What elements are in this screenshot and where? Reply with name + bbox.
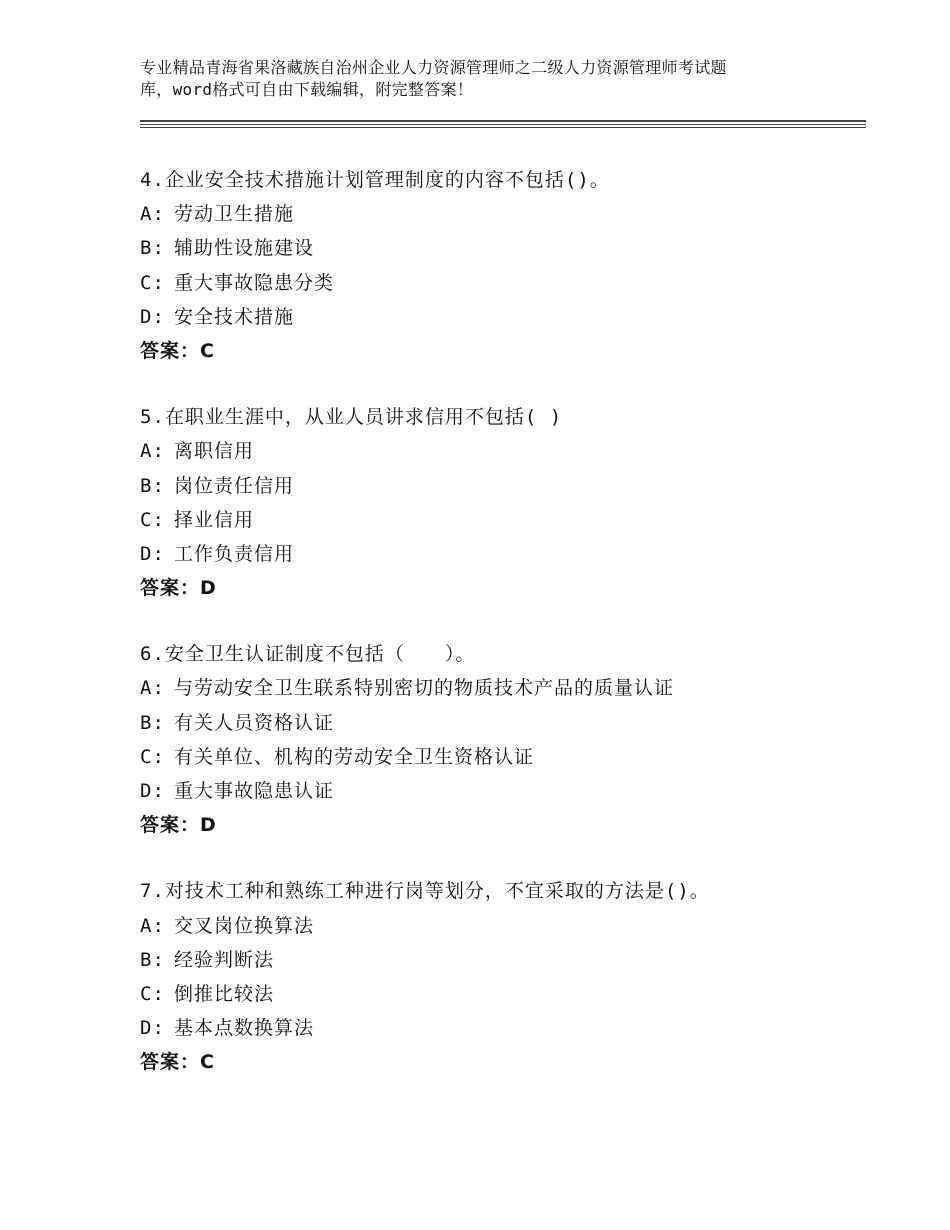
option-text: 辅助性设施建设: [174, 237, 315, 260]
option-b: [140, 943, 880, 977]
answer-line: 答案：C: [140, 339, 215, 362]
option-key: C:: [140, 982, 165, 1005]
option-text: 经验判断法: [174, 948, 275, 971]
question-stem: 6.安全卫生认证制度不包括（ ）。: [140, 643, 476, 666]
option-b: [140, 469, 880, 503]
answer-line: 答案：D: [140, 577, 217, 600]
option-a: [140, 909, 880, 943]
option-a: [140, 197, 880, 231]
option-key: B:: [140, 948, 165, 971]
option-text: 交叉岗位换算法: [174, 914, 315, 937]
header-divider-thin-2: [140, 127, 866, 128]
option-key: A:: [140, 914, 165, 937]
option-key: D:: [140, 1017, 165, 1040]
option-text: 倒推比较法: [174, 982, 275, 1005]
option-key: D:: [140, 780, 165, 802]
option-key: D:: [140, 542, 165, 565]
option-c: [140, 266, 880, 300]
option-c: [140, 977, 880, 1011]
option-key: A:: [140, 203, 165, 226]
option-b: [140, 231, 880, 265]
option-c: [140, 740, 880, 774]
option-text: 择业信用: [174, 508, 255, 531]
question-4: [140, 163, 880, 368]
option-key: C:: [140, 508, 165, 531]
question-stem: 4.企业安全技术措施计划管理制度的内容不包括()。: [140, 169, 610, 191]
question-stem: 7.对技术工种和熟练工种进行岗等划分，不宜采取的方法是()。: [140, 880, 710, 903]
option-text: 有关人员资格认证: [174, 711, 335, 734]
option-key: B:: [140, 237, 165, 260]
header-divider-thick: [140, 120, 866, 122]
option-key: B:: [140, 711, 165, 734]
option-c: [140, 503, 880, 537]
option-text: 离职信用: [174, 440, 255, 463]
option-d: [140, 774, 880, 808]
option-text: 重大事故隐患认证: [174, 780, 335, 802]
option-text: 有关单位、机构的劳动安全卫生资格认证: [174, 745, 535, 768]
option-text: 与劳动安全卫生联系特别密切的物质技术产品的质量认证: [174, 677, 675, 700]
option-key: A:: [140, 677, 165, 700]
option-a: [140, 434, 880, 468]
option-text: 岗位责任信用: [174, 474, 295, 497]
option-key: C:: [140, 745, 165, 768]
answer-line: 答案：C: [140, 1051, 215, 1074]
option-key: B:: [140, 474, 165, 497]
option-key: C:: [140, 271, 165, 294]
option-text: 安全技术措施: [174, 305, 295, 328]
option-text: 基本点数换算法: [174, 1017, 315, 1040]
option-d: [140, 300, 880, 334]
option-key: D:: [140, 305, 165, 328]
question-6: [140, 637, 880, 842]
header-title-line-1: 专业精品青海省果洛藏族自治州企业人力资源管理师之二级人力资源管理师考试题: [140, 58, 727, 77]
option-b: [140, 706, 880, 740]
option-text: 工作负责信用: [174, 542, 295, 565]
question-5: [140, 400, 880, 605]
option-d: [140, 1011, 880, 1045]
option-d: [140, 537, 880, 571]
header-title-line-2: 库，word格式可自由下载编辑，附完整答案！: [140, 80, 474, 99]
header-divider-thin: [140, 124, 866, 125]
option-a: [140, 671, 880, 705]
option-text: 劳动卫生措施: [174, 203, 295, 226]
document-header: [140, 57, 840, 101]
question-7: [140, 874, 880, 1079]
question-list: [140, 163, 880, 1112]
question-stem: 5.在职业生涯中，从业人员讲求信用不包括( ): [140, 406, 563, 429]
option-text: 重大事故隐患分类: [174, 271, 335, 294]
answer-line: 答案：D: [140, 814, 217, 837]
option-key: A:: [140, 440, 165, 463]
